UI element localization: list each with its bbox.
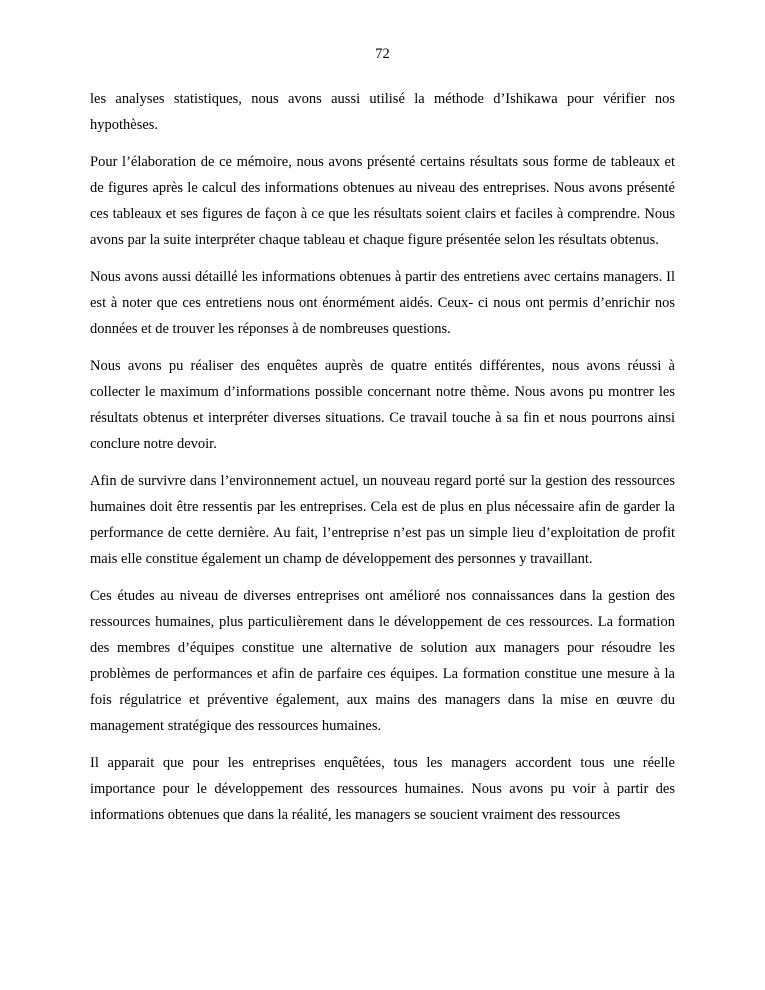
paragraph-surveys: Nous avons pu réaliser des enquêtes auprès de quatre entités différentes, nous avons réussi à collecter le maximum d’informations possible concernant notre thème. Nous avons pu montrer les résultats obtenus et interpréter diverses situations. Ce travail touche à sa fin et nous pourrons ainsi conclure notre devoir. [90,358,675,452]
paragraph-results-presentation: Pour l’élaboration de ce mémoire, nous avons présenté certains résultats sous forme de tableaux et de figures après le calcul des informations obtenues au niveau des entreprises. Nous avons présenté ces tableaux et ses figures de façon à ce que les résultats soient clairs et faciles à comprendre. Nous avons par la suite interpréter chaque tableau et chaque figure présentée selon les résultats obtenus. [90,154,675,248]
paragraph-hr-environment: Afin de survivre dans l’environnement actuel, un nouveau regard porté sur la gestion des ressources humaines doit être ressentis par les entreprises. Cela est de plus en plus nécessaire afin de garder la performance de cette dernière. Au fait, l’entreprise n’est pas un simple lieu d’exploitation de profit mais elle constitue également un champ de développement des personnes y travaillant. [90,473,675,567]
paragraph-managers-importance: Il apparait que pour les entreprises enquêtées, tous les managers accordent tous une réelle importance pour le développement des ressources humaines. Nous avons pu voir à partir des informations obtenues que dans la réalité, les managers se soucient vraiment des ressources [90,755,675,823]
paragraph-interviews: Nous avons aussi détaillé les informations obtenues à partir des entretiens avec certains managers. Il est à noter que ces entretiens nous ont énormément aidés. Ceux- ci nous ont permis d’enrichir nos données et de trouver les réponses à de nombreuses questions. [90,269,675,337]
document-body [90,86,675,839]
page-number: 72 [375,46,390,62]
paragraph-intro-continuation: les analyses statistiques, nous avons aussi utilisé la méthode d’Ishikawa pour vérifier nos hypothèses. [90,91,675,133]
paragraph-studies-training: Ces études au niveau de diverses entreprises ont amélioré nos connaissances dans la gestion des ressources humaines, plus particulièrement dans le développement de ces ressources. La formation des membres d’équipes constitue une alternative de solution aux managers pour résoudre les problèmes de performances et afin de parfaire ces équipes. La formation constitue une mesure à la fois régulatrice et préventive également, aux mains des managers dans la mise en œuvre du management stratégique des ressources humaines. [90,588,675,734]
